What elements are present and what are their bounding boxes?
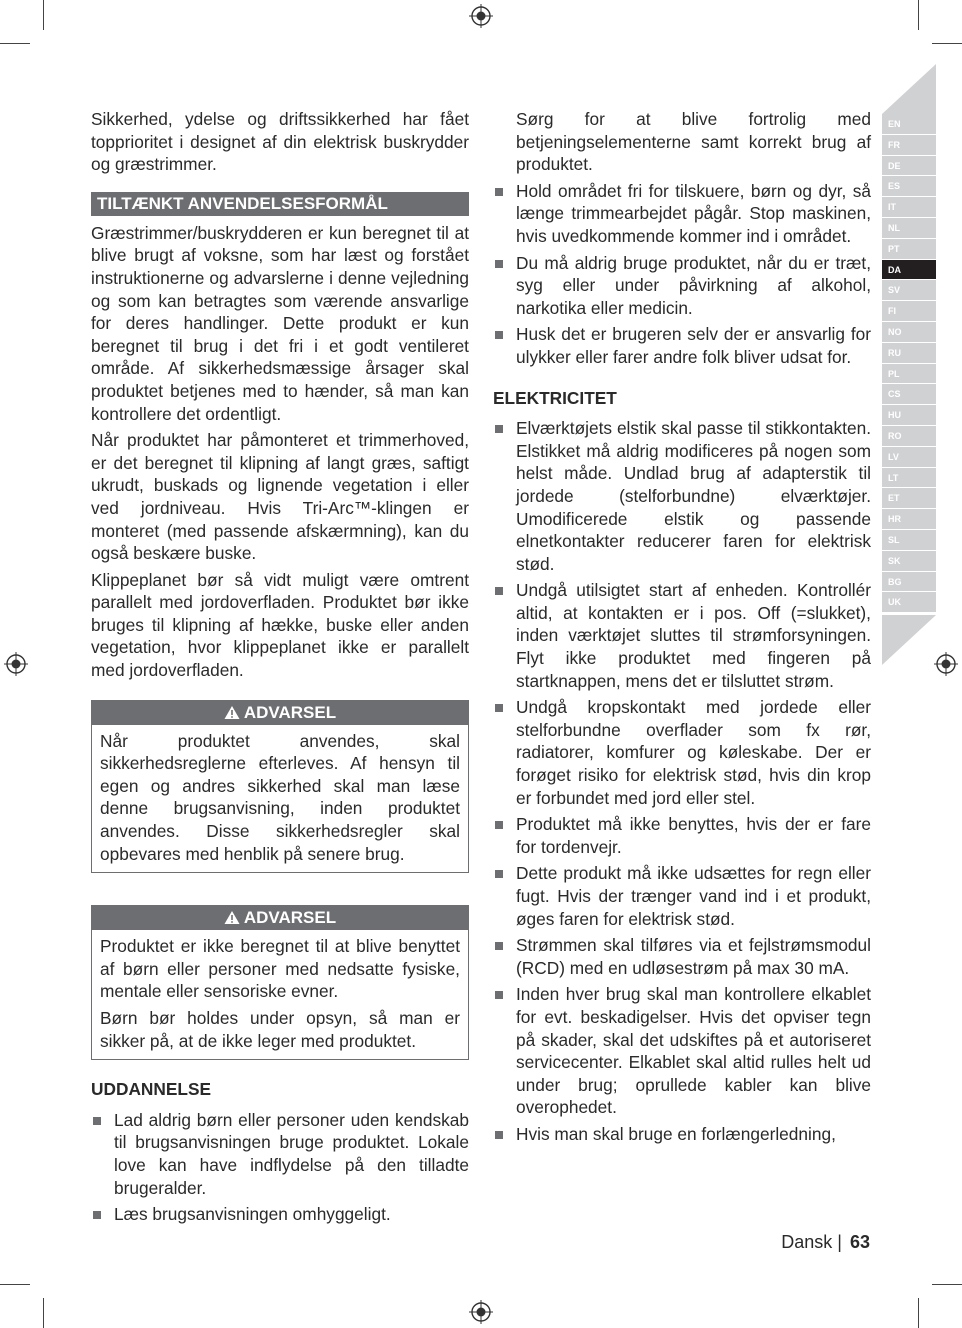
- language-index: [882, 114, 936, 613]
- warning-title: ADVARSEL: [243, 702, 337, 722]
- right-column: [493, 108, 871, 1150]
- warning-text: Når produktet anvendes, skal sikkerhedsreglerne efterleves. Af hensyn til egen og andres sikkerhed skal man læse denne brugsanvisning, inden produktet anvendes. Disse sikkerhedsregler skal opbevares med henblik på senere brug.: [100, 730, 460, 864]
- warning-header: [92, 906, 468, 930]
- list-item: Hvis man skal bruge en forlængerledning,: [493, 1123, 871, 1146]
- warning-title: ADVARSEL: [243, 908, 337, 928]
- list-item: Strømmen skal tilføres via et fejlstrømsmodul (RCD) med en udløsestrøm på max 30 mA.: [493, 934, 871, 979]
- list-item-continuation: Sørg for at blive fortrolig med betjeningselementerne samt korrekt brug af produktet.: [516, 109, 871, 175]
- crop-mark: [43, 1298, 44, 1328]
- crop-mark: [932, 43, 962, 44]
- page-footer: [781, 1230, 870, 1254]
- left-column: [91, 108, 469, 1230]
- list-item: Produktet må ikke benyttes, hvis der er fare for tordenvejr.: [493, 813, 871, 858]
- list-item: Hold området fri for tilskuere, børn og dyr, så længe trimmearbejdet pågår. Stop maskinen, hvis uvedkommende kommer ind i området.: [493, 180, 871, 248]
- language-tab-pt[interactable]: PT: [882, 239, 936, 259]
- heading-training: UDDANNELSE: [91, 1079, 212, 1100]
- warning-header: [92, 701, 468, 725]
- language-tab-fi[interactable]: FI: [882, 301, 936, 321]
- crop-mark: [932, 1284, 962, 1285]
- registration-mark-icon: [469, 4, 493, 28]
- language-tab-sk[interactable]: SK: [882, 551, 936, 571]
- list-item: Lad aldrig børn eller personer uden kendskab til brugsanvisningen bruge produktet. Lokale love kan have indflydelse på den tilladte brugeralder.: [91, 1109, 469, 1199]
- crop-mark: [918, 1298, 919, 1328]
- language-tab-nl[interactable]: NL: [882, 218, 936, 238]
- list-item: Dette produkt må ikke udsættes for regn eller fugt. Hvis der trænger vand ind i et produkt, øges faren for elektrisk stød.: [493, 862, 871, 930]
- warning-triangle-icon: [224, 910, 240, 925]
- intro-paragraph: Sikkerhed, ydelse og driftssikkerhed har fået topprioritet i designet af din elektrisk buskrydder og græstrimmer.: [91, 109, 469, 175]
- warning-text: Produktet er ikke beregnet til at blive benyttet af børn eller personer med nedsatte fysiske, mentale eller sensoriske evner.: [100, 936, 460, 1002]
- electricity-list: [493, 417, 871, 1145]
- language-tab-uk[interactable]: UK: [882, 592, 936, 612]
- registration-mark-icon: [469, 1300, 493, 1324]
- crop-mark: [918, 0, 919, 30]
- footer-language: Dansk |: [781, 1232, 842, 1252]
- heading-electricity: ELEKTRICITET: [493, 387, 617, 408]
- list-item: Undgå utilsigtet start af enheden. Kontrollér altid, at kontakten er i pos. Off (=slukket), inden værktøjet sluttes til strømforsyningen. Flyt ikke produktet med fingeren på startknappen, mens det er tilsluttet strøm.: [493, 579, 871, 692]
- list-item: Du må aldrig bruge produktet, når du er træt, syg eller under påvirkning af alkohol, narkotika eller medicin.: [493, 252, 871, 320]
- language-tab-sv[interactable]: SV: [882, 280, 936, 300]
- language-tab-ru[interactable]: RU: [882, 343, 936, 363]
- warning-box: [91, 700, 469, 874]
- list-item: Elværktøjets elstik skal passe til stikkontakten. Elstikket må aldrig modificeres på nogen som helst måde. Undlad brug af adapterstik til jordede (stelforbundne) elværktøjer. Umodificerede elstik og passende elnetkontakter reducerer faren for elektrisk stød.: [493, 417, 871, 575]
- language-tab-no[interactable]: NO: [882, 322, 936, 342]
- warning-text: Børn bør holdes under opsyn, så man er sikker på, at de ikke leger med produktet.: [100, 1008, 460, 1051]
- language-tab-it[interactable]: IT: [882, 197, 936, 217]
- crop-mark: [43, 0, 44, 30]
- language-tab-hr[interactable]: HR: [882, 509, 936, 529]
- body-paragraph: Når produktet har påmonteret et trimmerhoved, er det beregnet til klipning af langt græs, saftigt ukrudt, buskads og lignende vegetation i eller ved jordniveau. Hvis Tri-Arc™-klingen er monteret (med passende afskærmning), kan du også beskære buske.: [91, 430, 469, 564]
- language-tab-hu[interactable]: HU: [882, 405, 936, 425]
- language-tab-top-cap: [882, 64, 936, 114]
- list-item: Undgå kropskontakt med jordede eller stelforbundne overflader som fx rør, radiatorer, komfurer og køleskabe. Der er forøget risiko for elektrisk stød, hvis din krop er forbundet med jord eller stel.: [493, 696, 871, 809]
- list-item: Inden hver brug skal man kontrollere elkablet for evt. beskadigelser. Hvis det opviser tegn på skader, skal det udskiftes på et autoriseret servicecenter. Elkablet skal altid rulles helt ud under brug; oprullede kabler kan blive overophedet.: [493, 983, 871, 1119]
- training-list: [91, 1109, 469, 1226]
- language-tab-bg[interactable]: BG: [882, 572, 936, 592]
- section-title-intended-use: TILTÆNKT ANVENDELSESFORMÅL: [91, 192, 469, 216]
- body-paragraph: Græstrimmer/buskrydderen er kun beregnet til at blive brugt af voksne, som har læst og forstået instruktionerne og advarslerne i denne vejledning og som kan betragtes som værende ansvarlige for deres handlinger. Dette produkt er kun beregnet til brug i det fri i et godt ventileret område. Af sikkerhedsmæssige årsager skal produktet betjenes med to hænder, så man kan kontrollere det ordentligt.: [91, 222, 469, 424]
- crop-mark: [0, 43, 30, 44]
- language-tab-cs[interactable]: CS: [882, 384, 936, 404]
- list-item: Læs brugsanvisningen omhyggeligt.: [91, 1203, 469, 1226]
- language-tab-lt[interactable]: LT: [882, 468, 936, 488]
- warning-triangle-icon: [224, 705, 240, 720]
- language-tab-pl[interactable]: PL: [882, 364, 936, 384]
- warning-box: [91, 905, 469, 1060]
- training-list-continued: [493, 180, 871, 369]
- language-tab-da[interactable]: DA: [882, 260, 936, 280]
- language-tab-bottom-cap: [882, 615, 936, 665]
- list-item: Husk det er brugeren selv der er ansvarlig for ulykker eller farer andre folk bliver udsat for.: [493, 323, 871, 368]
- language-tab-ro[interactable]: RO: [882, 426, 936, 446]
- language-tab-fr[interactable]: FR: [882, 135, 936, 155]
- language-tab-es[interactable]: ES: [882, 176, 936, 196]
- page-number: 63: [849, 1232, 870, 1252]
- language-tab-lv[interactable]: LV: [882, 447, 936, 467]
- body-paragraph: Klippeplanet bør så vidt muligt være omtrent parallelt med jordoverfladen. Produktet bør ikke bruges til klipning af hække, buske eller anden vegetation, hvor klippeplanet ikke er parallelt med jordoverfladen.: [91, 569, 469, 681]
- registration-mark-icon: [934, 652, 958, 676]
- language-tab-en[interactable]: EN: [882, 114, 936, 134]
- language-tab-de[interactable]: DE: [882, 156, 936, 176]
- registration-mark-icon: [4, 652, 28, 676]
- crop-mark: [0, 1284, 30, 1285]
- language-tab-et[interactable]: ET: [882, 488, 936, 508]
- language-tab-sl[interactable]: SL: [882, 530, 936, 550]
